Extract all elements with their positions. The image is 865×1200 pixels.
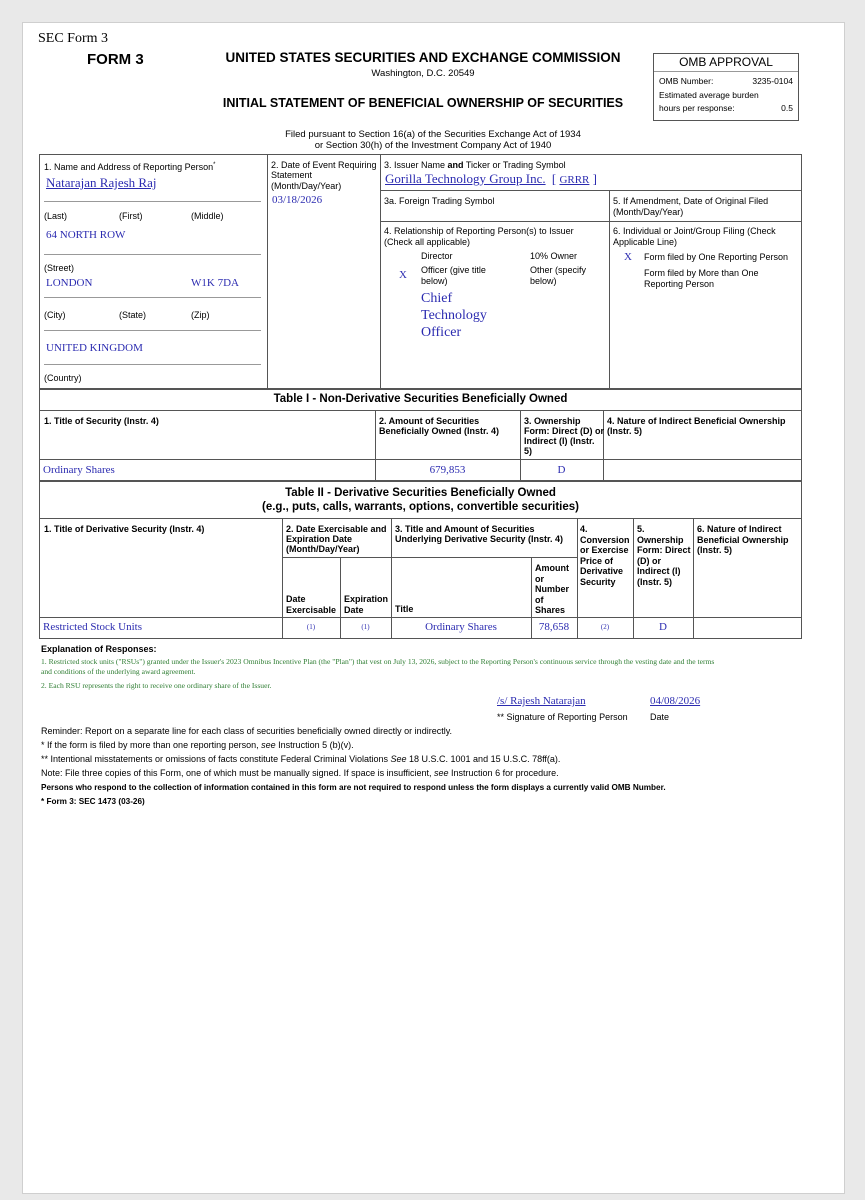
event-label-3: (Month/Day/Year) <box>271 181 342 191</box>
omb-burden-label-1: Estimated average burden <box>659 90 759 100</box>
filing-check-mark: X <box>624 251 632 263</box>
omb-burden-label-2: hours per response: <box>659 103 735 113</box>
sec-form-label: SEC Form 3 <box>38 31 109 46</box>
t2-col-title: 1. Title of Derivative Security (Instr. 4) <box>44 524 205 534</box>
filing-label-1: 6. Individual or Joint/Group Filing (Check <box>613 226 776 236</box>
t2-col-date-2: Expiration Date <box>286 534 353 544</box>
t2-sub-expiration: Expiration Date <box>344 594 389 615</box>
t1-col-form-1: 3. Ownership <box>524 416 581 426</box>
signature-date[interactable]: 04/08/2026 <box>650 695 701 707</box>
omb-approval-box <box>653 53 799 121</box>
t1-col-nature-2: (Instr. 5) <box>607 426 643 436</box>
ten-percent-owner-option[interactable]: 10% Owner <box>530 251 578 261</box>
commission-city: Washington, D.C. 20549 <box>371 68 475 79</box>
officer-check-mark: X <box>399 269 407 281</box>
filing-more-persons-2: Reporting Person <box>644 279 715 289</box>
table-2-title-2: (e.g., puts, calls, warrants, options, convertible securities) <box>262 501 579 513</box>
t2-row-form: D <box>659 621 667 633</box>
state-label: (State) <box>119 310 147 320</box>
t1-col-amount-2: Beneficially Owned (Instr. 4) <box>379 426 500 436</box>
explanation-heading: Explanation of Responses: <box>41 644 157 654</box>
street-value: 64 NORTH ROW <box>46 229 126 241</box>
t1-col-nature-1: 4. Nature of Indirect Beneficial Ownership <box>607 416 786 426</box>
t1-col-form-4: 5) <box>524 446 533 456</box>
omb-divider <box>654 71 798 72</box>
filing-one-person[interactable]: Form filed by One Reporting Person <box>644 252 789 262</box>
zip-value: W1K 7DA <box>191 277 239 289</box>
t2-col-date-1: 2. Date Exercisable and <box>286 524 387 534</box>
commission-title: UNITED STATES SECURITIES AND EXCHANGE COMMISSION <box>225 50 621 65</box>
t2-col-date-3: (Month/Day/Year) <box>286 544 360 554</box>
footer-note-3: Note: File three copies of this Form, one of which must be manually signed. If space is insufficient, see Instruction 6 for procedure. <box>41 768 559 778</box>
filing-more-persons-1[interactable]: Form filed by More than One <box>644 268 759 278</box>
other-option-1[interactable]: Other (specify <box>530 265 587 275</box>
filing-label-2: Applicable Line) <box>613 237 678 247</box>
issuer-label: 3. Issuer Name and Ticker or Trading Symbol <box>384 160 566 170</box>
footer-note-1: * If the form is filed by more than one reporting person, see Instruction 5 (b)(v). <box>41 740 354 750</box>
foreign-trading-label: 3a. Foreign Trading Symbol <box>384 196 495 206</box>
officer-option-2: below) <box>421 276 448 286</box>
amendment-label-2: (Month/Day/Year) <box>613 207 684 217</box>
t2-col-ownership: 5. Ownership Form: Direct (D) or Indirect (I) (Instr. 5) <box>637 524 691 587</box>
event-label-2: Statement <box>271 170 313 180</box>
statement-title: INITIAL STATEMENT OF BENEFICIAL OWNERSHIP OF SECURITIES <box>222 96 624 110</box>
table-2-title-1: Table II - Derivative Securities Beneficially Owned <box>285 487 556 499</box>
filed-line-1: Filed pursuant to Section 16(a) of the Securities Exchange Act of 1934 <box>285 129 581 140</box>
t1-row-security: Ordinary Shares <box>43 464 115 476</box>
t1-col-form-3: Indirect (I) (Instr. <box>524 436 595 446</box>
t2-row-underlying-title: Ordinary Shares <box>425 621 497 633</box>
director-option[interactable]: Director <box>421 251 453 261</box>
t1-col-form-2: Form: Direct (D) or <box>524 426 605 436</box>
first-label: (First) <box>119 211 143 221</box>
officer-title: Chief Technology Officer <box>421 291 487 340</box>
relationship-label-2: (Check all applicable) <box>384 237 471 247</box>
omb-number-value: 3235-0104 <box>752 76 793 86</box>
issuer-ticker[interactable]: GRRR <box>559 174 590 186</box>
omb-title: OMB APPROVAL <box>679 55 773 69</box>
country-value: UNITED KINGDOM <box>46 342 143 354</box>
omb-burden-value: 0.5 <box>781 103 793 113</box>
country-label: (Country) <box>44 373 82 383</box>
t2-row-amount: 78,658 <box>538 621 570 633</box>
t2-col-underlying-2: Underlying Derivative Security (Instr. 4) <box>395 534 564 544</box>
t2-row-price[interactable]: (2) <box>600 623 610 631</box>
last-label: (Last) <box>44 211 68 221</box>
event-label-1: 2. Date of Event Requiring <box>271 160 377 170</box>
t2-col-conversion: 4. Conversion or Exercise Price of Derivative Security <box>580 524 630 587</box>
signature-value[interactable]: /s/ Rajesh Natarajan <box>497 695 586 707</box>
form-number: FORM 3 <box>87 51 144 68</box>
street-label: (Street) <box>44 263 75 273</box>
t2-row-date-exercisable[interactable]: (1) <box>306 623 316 631</box>
event-date: 03/18/2026 <box>272 194 323 206</box>
city-label: (City) <box>44 310 66 320</box>
signature-label: ** Signature of Reporting Person <box>497 712 628 722</box>
t1-col-amount-1: 2. Amount of Securities <box>379 416 480 426</box>
t2-sub-date-exercisable: Date Exercisable <box>286 594 337 615</box>
filed-line-2: or Section 30(h) of the Investment Company Act of 1940 <box>314 140 552 151</box>
issuer-name[interactable]: Gorilla Technology Group Inc. <box>385 171 546 186</box>
officer-option-1[interactable]: Officer (give title <box>421 265 486 275</box>
footnote-2: 2. Each RSU represents the right to receive one ordinary share of the Issuer. <box>41 681 272 690</box>
zip-label: (Zip) <box>191 310 210 320</box>
city-value: LONDON <box>46 277 93 289</box>
footer-note-2: ** Intentional misstatements or omissions of facts constitute Federal Criminal Violations See 18 U.S.C. 1001 and 15 U.S.C. 78ff(a). <box>41 754 561 764</box>
persons-notice: Persons who respond to the collection of information contained in this form are not required to respond unless the form displays a currently valid OMB Number. <box>41 783 666 792</box>
table-1-title: Table I - Non-Derivative Securities Beneficially Owned <box>273 393 568 405</box>
omb-number-label: OMB Number: <box>659 76 714 86</box>
t2-sub-amount: Amount or Number of Shares <box>535 563 570 615</box>
reminder-text: Reminder: Report on a separate line for each class of securities beneficially owned directly or indirectly. <box>41 726 453 736</box>
reporting-person-name[interactable]: Natarajan Rajesh Raj <box>46 175 157 190</box>
t2-row-security: Restricted Stock Units <box>43 621 142 633</box>
footnote-1: 1. Restricted stock units ("RSUs") granted under the Issuer's 2023 Omnibus Incentive Plan (the "Plan") that vest on July 13, 2026, subject to the Reporting Person's continuous service through the vesting date and the terms and conditions of the underlying award agreement. <box>41 657 715 676</box>
t2-col-nature: 6. Nature of Indirect Beneficial Ownership (Instr. 5) <box>697 524 789 555</box>
issuer-name-line: Gorilla Technology Group Inc. [ GRRR ] <box>385 171 597 186</box>
t1-col-title: 1. Title of Security (Instr. 4) <box>44 416 159 426</box>
t2-row-expiration[interactable]: (1) <box>361 623 370 631</box>
middle-label: (Middle) <box>191 211 224 221</box>
form-sheet <box>22 22 845 1194</box>
t2-sub-title: Title <box>395 604 414 614</box>
signature-date-label: Date <box>650 712 670 722</box>
t1-row-form: D <box>557 464 566 476</box>
amendment-label-1: 5. If Amendment, Date of Original Filed <box>613 196 769 206</box>
relationship-label-1: 4. Relationship of Reporting Person(s) to Issuer <box>384 226 574 236</box>
other-option-2: below) <box>530 276 557 286</box>
form-identifier: * Form 3: SEC 1473 (03-26) <box>41 797 145 806</box>
reporting-person-label: 1. Name and Address of Reporting Person* <box>44 162 216 172</box>
t1-row-amount: 679,853 <box>429 464 466 476</box>
t2-col-underlying-1: 3. Title and Amount of Securities <box>395 524 535 534</box>
